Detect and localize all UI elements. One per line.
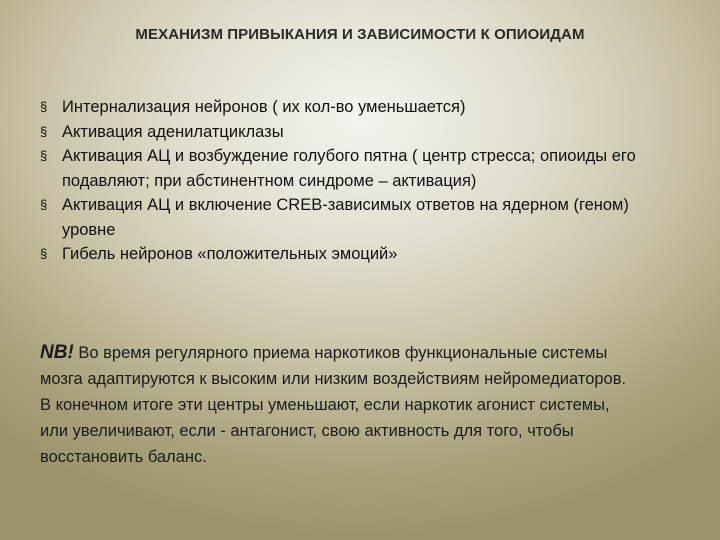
bullet-text: Активация АЦ и включение CREB-зависимых ответов на ядерном (геном) уровне bbox=[62, 196, 629, 239]
bullet-text: Активация АЦ и возбуждение голубого пятна ( центр стресса; опиоиды его подавляют; при абстинентном синдроме – активация) bbox=[62, 147, 636, 190]
bullet-text: Активация аденилатциклазы bbox=[62, 122, 284, 141]
slide-title: МЕХАНИЗМ ПРИВЫКАНИЯ И ЗАВИСИМОСТИ К ОПИОИДАМ bbox=[135, 26, 585, 43]
bullet-marker-icon: § bbox=[40, 148, 48, 163]
nb-label: NB! bbox=[40, 342, 74, 363]
list-item bbox=[40, 242, 680, 267]
list-item bbox=[40, 144, 680, 193]
bullet-list bbox=[40, 95, 680, 267]
bullet-marker-icon: § bbox=[40, 197, 48, 212]
nb-text: Во время регулярного приема наркотиков функциональные системы мозга адаптируются к высоким или низким воздействиям нейромедиаторов. В конечном итоге эти центры уменьшают, если наркотик агонист системы, или увеличивают, если - антагонист, свою активность для того, чтобы восстановить баланс. bbox=[40, 344, 627, 466]
list-item bbox=[40, 193, 680, 242]
list-item bbox=[40, 95, 680, 120]
bullet-marker-icon: § bbox=[40, 123, 48, 139]
list-item bbox=[40, 120, 680, 145]
bullet-marker-icon: § bbox=[40, 99, 48, 114]
bullet-marker-icon: § bbox=[40, 246, 48, 261]
bullet-text: Интернализация нейронов ( их кол-во уменьшается) bbox=[62, 98, 466, 116]
bullet-text: Гибель нейронов «положительных эмоций» bbox=[62, 245, 398, 263]
nb-note bbox=[40, 340, 640, 470]
